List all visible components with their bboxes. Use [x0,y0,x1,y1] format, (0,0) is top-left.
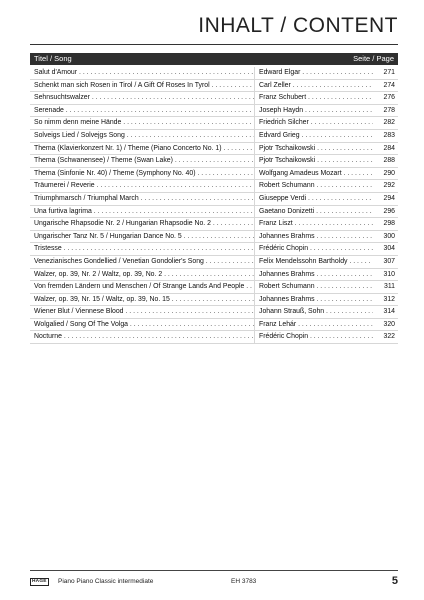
entry-composer: Pjotr Tschaikowski . . . [255,145,373,152]
entry-title: Von fremden Ländern und Menschen / Of Strange Lands And People . . . [30,283,254,290]
entry-composer-cell [254,243,373,255]
entry-composer: Wolfgang Amadeus Mozart . . . [255,170,373,177]
title-divider [30,44,398,45]
column-header-page: Seite / Page [353,54,394,63]
entry-page: 274 [383,81,395,89]
entry-title-cell [30,256,254,268]
entry-page: 296 [383,207,395,215]
page-number: 5 [391,575,398,587]
entry-title-cell [30,130,254,142]
entry-page: 298 [383,220,395,228]
entry-page: 307 [383,257,395,265]
entry-composer: Robert Schumann . . . [255,182,373,189]
entry-composer-cell [254,130,373,142]
entry-composer: Edward Elgar . . . [255,69,373,76]
entry-title: Thema (Sinfonie Nr. 40) / Theme (Symphony No. 40) . . . [30,170,254,177]
table-row [30,117,398,130]
entry-composer: Franz Lehár . . . [255,321,373,328]
entry-title-cell [30,218,254,230]
entry-composer-cell [254,117,373,129]
entry-composer: Johannes Brahms . . . [255,233,373,240]
table-row [30,218,398,231]
entry-composer-cell [254,206,373,218]
table-row [30,243,398,256]
entry-composer-cell [254,193,373,205]
entry-page: 278 [383,106,395,114]
table-row [30,331,398,344]
entry-title-cell [30,206,254,218]
table-row [30,281,398,294]
entry-title-cell [30,117,254,129]
entry-title: Venezianisches Gondellied / Venetian Gondolier's Song . . . [30,258,254,265]
page-title: INHALT / CONTENT [198,14,398,37]
entry-title: Wolgalied / Song Of The Volga . . . [30,321,254,328]
entry-composer: Felix Mendelssohn Bartholdy . . . [255,258,373,265]
entry-composer-cell [254,281,373,293]
column-header-title: Titel / Song [34,54,72,63]
entry-page: 282 [383,119,395,127]
entry-composer: Johann Strauß, Sohn . . . [255,308,373,315]
entry-composer: Johannes Brahms . . . [255,296,373,303]
entry-title-cell [30,143,254,155]
entry-title: Walzer, op. 39, Nr. 2 / Waltz, op. 39, No. 2 . . . [30,271,254,278]
entry-composer-cell [254,331,373,343]
table-row [30,294,398,307]
entry-title: Tristesse . . . [30,245,254,252]
table-row [30,206,398,219]
table-row [30,105,398,118]
entry-composer-cell [254,269,373,281]
entry-title: Una furtiva lagrima . . . [30,208,254,215]
entry-composer: Pjotr Tschaikowski . . . [255,157,373,164]
entry-title: Thema (Schwanensee) / Theme (Swan Lake) . . . [30,157,254,164]
entry-page: 276 [383,94,395,102]
table-row [30,193,398,206]
edition-code: EH 3783 [231,578,257,585]
page-footer [30,575,398,589]
entry-composer-cell [254,80,373,92]
entry-title-cell [30,92,254,104]
entry-page: 292 [383,182,395,190]
entry-title-cell [30,168,254,180]
table-row [30,80,398,93]
table-row [30,231,398,244]
table-row [30,155,398,168]
entry-title: So nimm denn meine Hände . . . [30,119,254,126]
entry-page: 290 [383,169,395,177]
entry-title-cell [30,331,254,343]
entry-title: Serenade . . . [30,107,254,114]
entry-composer-cell [254,319,373,331]
entry-title-cell [30,80,254,92]
entry-title-cell [30,180,254,192]
entry-title: Sehnsuchtswalzer . . . [30,94,254,101]
entry-composer-cell [254,92,373,104]
entry-composer-cell [254,67,373,79]
entry-title: Wiener Blut / Viennese Blood . . . [30,308,254,315]
entry-composer: Frédéric Chopin . . . [255,245,373,252]
entry-title: Triumphmarsch / Triumphal March . . . [30,195,254,202]
entry-title-cell [30,243,254,255]
entry-page: 288 [383,157,395,165]
entry-composer-cell [254,155,373,167]
entry-title: Ungarischer Tanz Nr. 5 / Hungarian Dance No. 5 . . . [30,233,254,240]
entry-composer-cell [254,180,373,192]
entry-composer: Friedrich Silcher . . . [255,119,373,126]
contents-table [30,67,398,344]
entry-composer: Robert Schumann . . . [255,283,373,290]
entry-page: 320 [383,320,395,328]
table-row [30,306,398,319]
entry-page: 271 [383,69,395,76]
entry-page: 322 [383,333,395,341]
entry-composer-cell [254,168,373,180]
entry-title-cell [30,155,254,167]
entry-composer: Joseph Haydn . . . [255,107,373,114]
entry-composer-cell [254,218,373,230]
entry-composer: Giuseppe Verdi . . . [255,195,373,202]
entry-composer-cell [254,143,373,155]
entry-composer-cell [254,306,373,318]
entry-title: Nocturne . . . [30,333,254,340]
entry-page: 312 [383,295,395,303]
table-row [30,143,398,156]
table-header [30,53,398,65]
entry-page: 284 [383,144,395,152]
entry-title-cell [30,269,254,281]
entry-title: Schenkt man sich Rosen in Tirol / A Gift Of Roses In Tyrol . . . [30,82,254,89]
entry-page: 294 [383,194,395,202]
entry-title: Salut d'Amour . . . [30,69,254,76]
entry-page: 311 [384,283,395,291]
entry-title-cell [30,319,254,331]
entry-title: Träumerei / Reverie . . . [30,182,254,189]
entry-composer: Johannes Brahms . . . [255,271,373,278]
entry-composer-cell [254,256,373,268]
entry-page: 314 [383,308,395,316]
entry-title-cell [30,306,254,318]
entry-title: Ungarische Rhapsodie Nr. 2 / Hungarian Rhapsodie No. 2 . . . [30,220,254,227]
entry-title: Walzer, op. 39, Nr. 15 / Waltz, op. 39, No. 15 . . . [30,296,254,303]
entry-composer-cell [254,294,373,306]
entry-title-cell [30,294,254,306]
entry-title: Solveigs Lied / Solvejgs Song . . . [30,132,254,139]
entry-title-cell [30,281,254,293]
table-row [30,269,398,282]
publisher-logo: HAGE [32,579,47,584]
entry-composer: Edvard Grieg . . . [255,132,373,139]
entry-composer-cell [254,105,373,117]
entry-composer: Franz Schubert . . . [255,94,373,101]
table-row [30,180,398,193]
table-row [30,130,398,143]
entry-title: Thema (Klavierkonzert Nr. 1) / Theme (Piano Concerto No. 1) . . . [30,145,254,152]
table-row [30,168,398,181]
entry-title-cell [30,105,254,117]
entry-page: 300 [383,232,395,240]
entry-composer-cell [254,231,373,243]
table-row [30,319,398,332]
entry-composer: Carl Zeller . . . [255,82,373,89]
entry-title-cell [30,67,254,79]
series-title: Piano Piano Classic intermediate [58,578,154,585]
table-row [30,256,398,269]
table-row [30,67,398,80]
entry-page: 310 [383,270,395,278]
footer-divider [30,570,398,571]
table-row [30,92,398,105]
entry-composer: Frédéric Chopin . . . [255,333,373,340]
entry-composer: Gaetano Donizetti . . . [255,208,373,215]
entry-title-cell [30,231,254,243]
entry-page: 304 [383,245,395,253]
entry-title-cell [30,193,254,205]
entry-composer: Franz Liszt . . . [255,220,373,227]
entry-page: 283 [383,131,395,139]
